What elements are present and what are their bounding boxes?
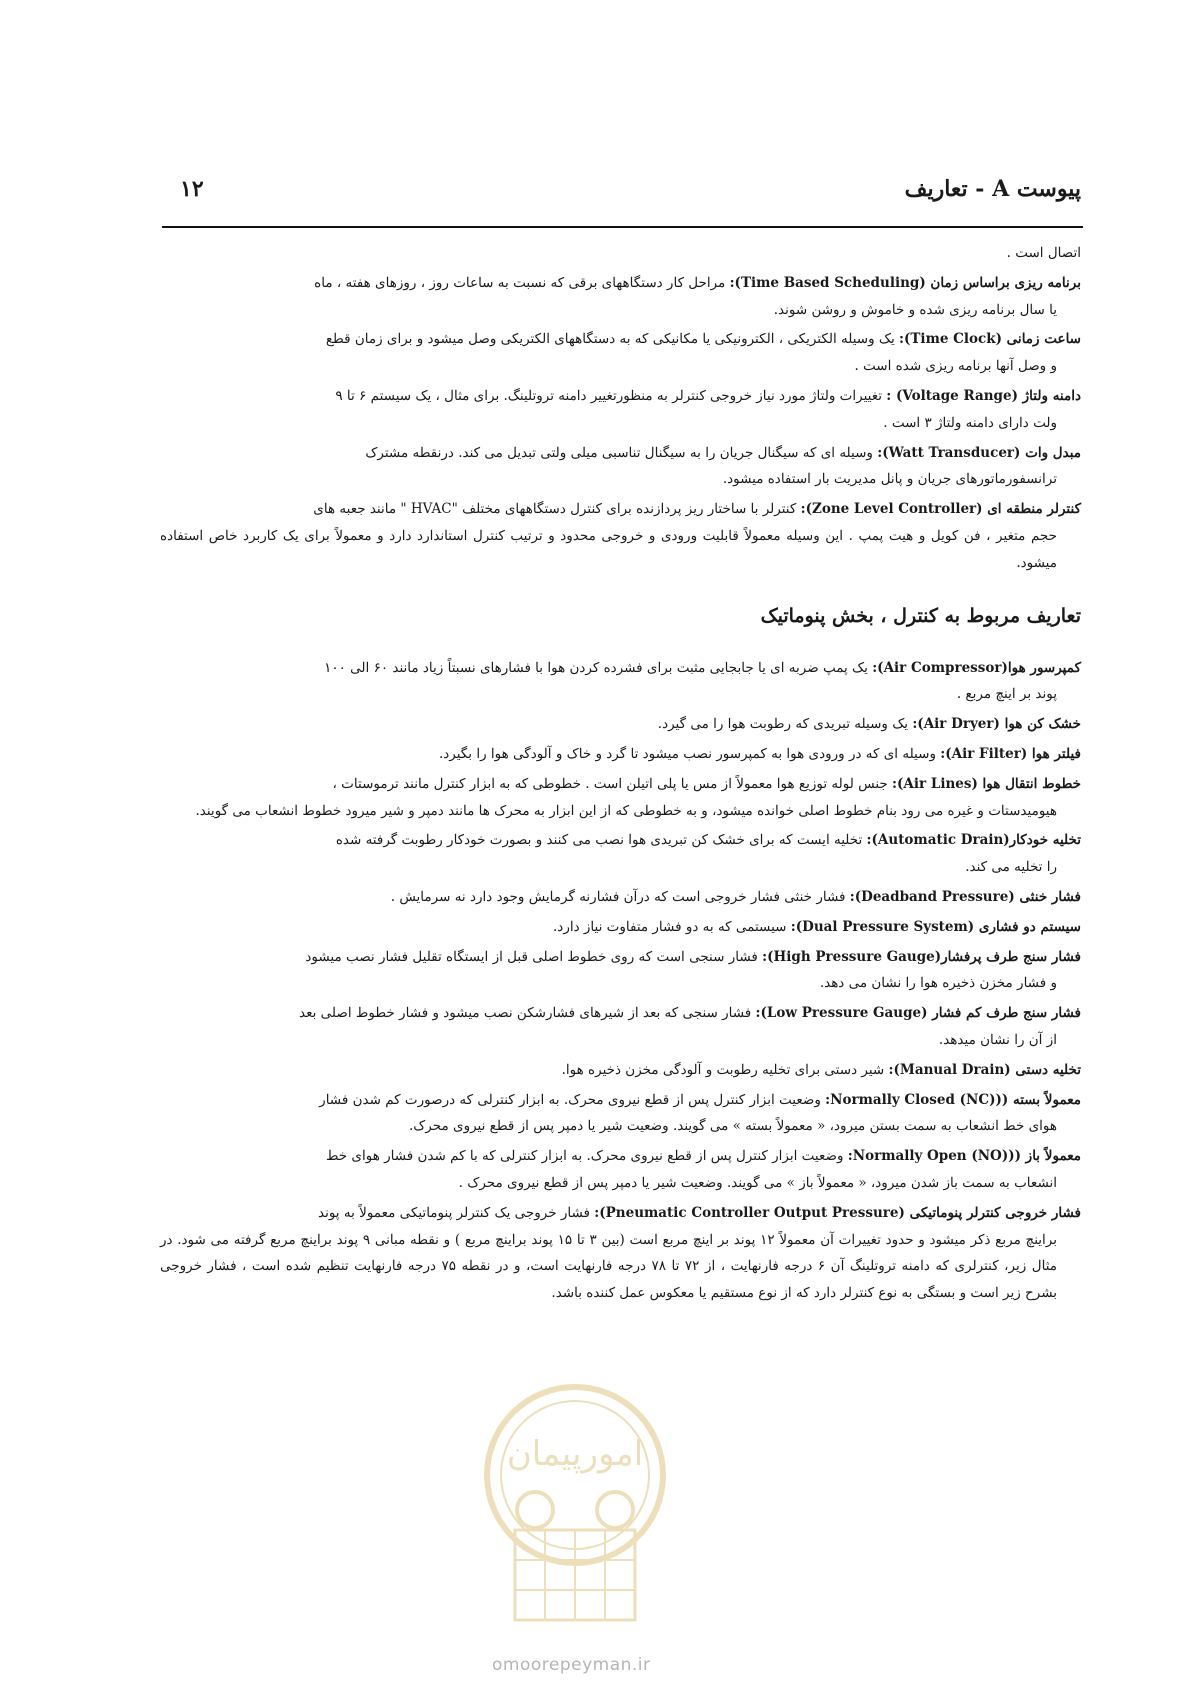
definition-term: تخلیه خودکار(Automatic Drain): xyxy=(866,832,1081,849)
definition-entry xyxy=(160,741,1081,768)
definition-continuation: پوند بر اینچ مربع . xyxy=(956,686,1057,703)
definition-term: معمولاً باز ((Normally Open (NO): xyxy=(847,1148,1081,1165)
definition-term: ساعت زمانی (Time Clock): xyxy=(899,331,1081,348)
definition-term: کنترلر منطقه ای (Zone Level Controller): xyxy=(800,501,1081,518)
definition-text: سیستمی که به دو فشار متفاوت نیاز دارد. xyxy=(553,918,791,935)
definition-text: تغییرات ولتاژ مورد نیاز خروجی کنترلر به منظورتغییر دامنه تروتلینگ. برای مثال ، یک سیستم ۶ تا ۹ xyxy=(335,387,887,404)
definition-term: فیلتر هوا (Air Filter): xyxy=(940,745,1081,762)
definition-text: شیر دستی برای تخلیه رطوبت و آلودگی مخزن ذخیره هوا. xyxy=(561,1061,889,1078)
definition-entry xyxy=(160,884,1081,911)
definition-text: وضعیت ابزار کنترل پس از قطع نیروی محرک. به ابزار کنترلی که با کم شدن فشار هوای خط xyxy=(325,1148,848,1165)
definition-term: فشار سنج طرف کم فشار (Low Pressure Gauge): xyxy=(755,1005,1081,1022)
definition-term: فشار خنثی (Deadband Pressure): xyxy=(849,888,1081,905)
definition-text: جنس لوله توزیع هوا معمولاً از مس یا پلی اتیلن است . خطوطی که به ابزار کنترل مانند ترموستات ، xyxy=(332,775,893,792)
watermark-logo-text: امورپیمان xyxy=(506,1434,644,1474)
definition-continuation: ولت دارای دامنه ولتاژ ۳ است . xyxy=(883,414,1057,431)
definition-continuation: ترانسفورماتورهای جریان و پانل مدیریت بار استفاده میشود. xyxy=(722,471,1057,488)
definition-text: وسیله ای که سیگنال جریان را به سیگنال تناسبی میلی ولتی تبدیل می کند. درنقطه مشترک xyxy=(365,444,878,461)
definition-entry xyxy=(160,496,1081,576)
definition-term: برنامه ریزی براساس زمان (Time Based Scheduling): xyxy=(729,274,1081,291)
definition-text: مراحل کار دستگاههای برقی که نسبت به ساعات روز ، روزهای هفته ، ماه xyxy=(314,274,730,291)
definition-continuation: را تخلیه می کند. xyxy=(965,859,1057,876)
definition-entry xyxy=(160,827,1081,881)
definition-entry xyxy=(160,440,1081,494)
definition-term: فشار سنج طرف پرفشار(High Pressure Gauge): xyxy=(762,948,1081,965)
definition-entry xyxy=(160,711,1081,738)
definition-entry xyxy=(160,914,1081,941)
page-title: پیوست A - تعاریف xyxy=(904,176,1081,202)
definition-text: فشار خروجی یک کنترلر پنوماتیکی معمولاً به پوند xyxy=(317,1204,595,1221)
definition-text: کنترلر با ساختار ریز پردازنده برای کنترل دستگاههای مختلف "HVAC " مانند جعبه های xyxy=(313,501,801,518)
definition-term: سیستم دو فشاری (Dual Pressure System): xyxy=(790,918,1081,935)
definitions-list xyxy=(160,240,1081,577)
definition-entry xyxy=(160,1087,1081,1141)
definition-term: تخلیه دستی (Manual Drain): xyxy=(888,1061,1081,1078)
watermark-logo xyxy=(455,1380,695,1640)
definition-entry xyxy=(160,1000,1081,1054)
definition-entry xyxy=(160,1143,1081,1197)
definition-continuation: هیومیدستات و غیره می رود بنام خطوط اصلی خوانده میشود، و به خطوطی که از این ابزار به محرک ها مانند دمپر و شیر میرود خطوط انشعاب می گویند. xyxy=(195,802,1057,819)
page-number: ۱۲ xyxy=(180,176,204,202)
definition-term: فشار خروجی کنترلر پنوماتیکی (Pneumatic Controller Output Pressure): xyxy=(594,1204,1081,1221)
definition-term: مبدل وات (Watt Transducer): xyxy=(877,444,1081,461)
definition-entry xyxy=(160,944,1081,998)
definition-term: معمولاً بسته ((Normally Closed (NC): xyxy=(825,1091,1081,1108)
definition-continuation: براینچ مربع ذکر میشود و حدود تغییرات آن معمولاً ۱۲ پوند بر اینچ مربع است (بین ۳ تا ۱۵ پوند براینچ مربع ) و نقطه مبانی ۹ پوند براینچ مربع گرفته می شود. در مثال زیر، کنترلری که دامنه تروتلینگ آن ۶ درجه فارنهایت ، از ۷۲ تا ۷۸ درجه فارنهایت است، و در نقطه ۷۵ درجه فارنهایت تنظیم شده است ، فشار خروجی بشرح زیر است و بستگی به نوع کنترلر دارد که از نوع مستقیم یا معکوس عمل کننده باشد. xyxy=(160,1231,1058,1302)
definition-continuation: و فشار مخزن ذخیره هوا را نشان می دهد. xyxy=(819,975,1057,992)
definition-entry xyxy=(160,655,1081,709)
definition-text: تخلیه ایست که برای خشک کن تبریدی هوا نصب می کنند و بصورت خودکار رطوبت گرفته شده xyxy=(335,832,867,849)
definition-continuation: هوای خط انشعاب به سمت بستن میرود، « معمولاً بسته » می گویند. وضعیت شیر یا دمپر پس از قطع نیروی محرک. xyxy=(408,1118,1057,1135)
definition-text: یک پمپ ضربه ای یا جابجایی مثبت برای فشرده کردن هوا با فشارهای نسبتاً زیاد مانند ۶۰ الی ۱۰۰ xyxy=(324,659,873,676)
definition-continuation: از آن را نشان میدهد. xyxy=(938,1031,1057,1048)
definition-text: وسیله ای که در ورودی هوا به کمپرسور نصب میشود تا گرد و خاک و آلودگی هوا را بگیرد. xyxy=(438,745,941,762)
definition-text: فشار سنجی است که روی خطوط اصلی قبل از ایستگاه تقلیل فشار نصب میشود xyxy=(305,948,763,965)
definition-term: دامنه ولتاژ (Voltage Range) : xyxy=(886,387,1081,404)
definition-continuation: و وصل آنها برنامه ریزی شده است . xyxy=(854,358,1057,375)
definition-entry xyxy=(160,1200,1081,1307)
definition-continuation: یا سال برنامه ریزی شده و خاموش و روشن شوند. xyxy=(773,301,1057,318)
definition-entry xyxy=(160,383,1081,437)
pneumatic-definitions-list xyxy=(160,655,1081,1307)
definition-term: خطوط انتقال هوا (Air Lines): xyxy=(892,775,1081,792)
definition-continuation: حجم متغیر ، فن کویل و هیت پمپ . این وسیله معمولاً قابلیت ورودی و خروجی محدود و ترتیب کنترل استاندارد دارد و معمولاً برای یک کاربرد خاص استفاده میشود. xyxy=(160,527,1057,571)
definition-text: فشار خنثی فشار خروجی است که درآن فشارنه گرمایش وجود دارد نه سرمایش . xyxy=(390,888,850,905)
definition-entry xyxy=(160,326,1081,380)
definition-entry xyxy=(160,771,1081,825)
definition-term: خشک کن هوا (Air Dryer): xyxy=(912,716,1081,733)
definition-entry xyxy=(160,240,1081,267)
header-divider xyxy=(162,226,1083,228)
section-heading: تعاریف مربوط به کنترل ، بخش پنوماتیک xyxy=(760,604,1081,627)
definition-text: اتصال است . xyxy=(1006,245,1081,261)
definition-text: فشار سنجی که بعد از شیرهای فشارشکن نصب میشود و فشار خطوط اصلی بعد xyxy=(299,1005,756,1022)
definition-continuation: انشعاب به سمت باز شدن میرود، « معمولاً باز » می گویند. وضعیت شیر یا دمپر پس از قطع نیروی محرک . xyxy=(458,1174,1057,1191)
definition-text: یک وسیله الکتریکی ، الکترونیکی یا مکانیکی که به دستگاههای الکتریکی وصل میشود و برای زمان قطع xyxy=(325,331,900,348)
definition-entry xyxy=(160,1057,1081,1084)
definition-term: کمپرسور هوا(Air Compressor): xyxy=(872,659,1081,676)
watermark-url: omoorepeyman.ir xyxy=(492,1655,651,1675)
definition-text: یک وسیله تبریدی که رطوبت هوا را می گیرد. xyxy=(657,716,913,733)
document-body xyxy=(160,240,1081,1310)
definition-text: وضعیت ابزار کنترل پس از قطع نیروی محرک. به ابزار کنترلی که درصورت کم شدن فشار xyxy=(319,1091,826,1108)
definition-entry xyxy=(160,270,1081,324)
